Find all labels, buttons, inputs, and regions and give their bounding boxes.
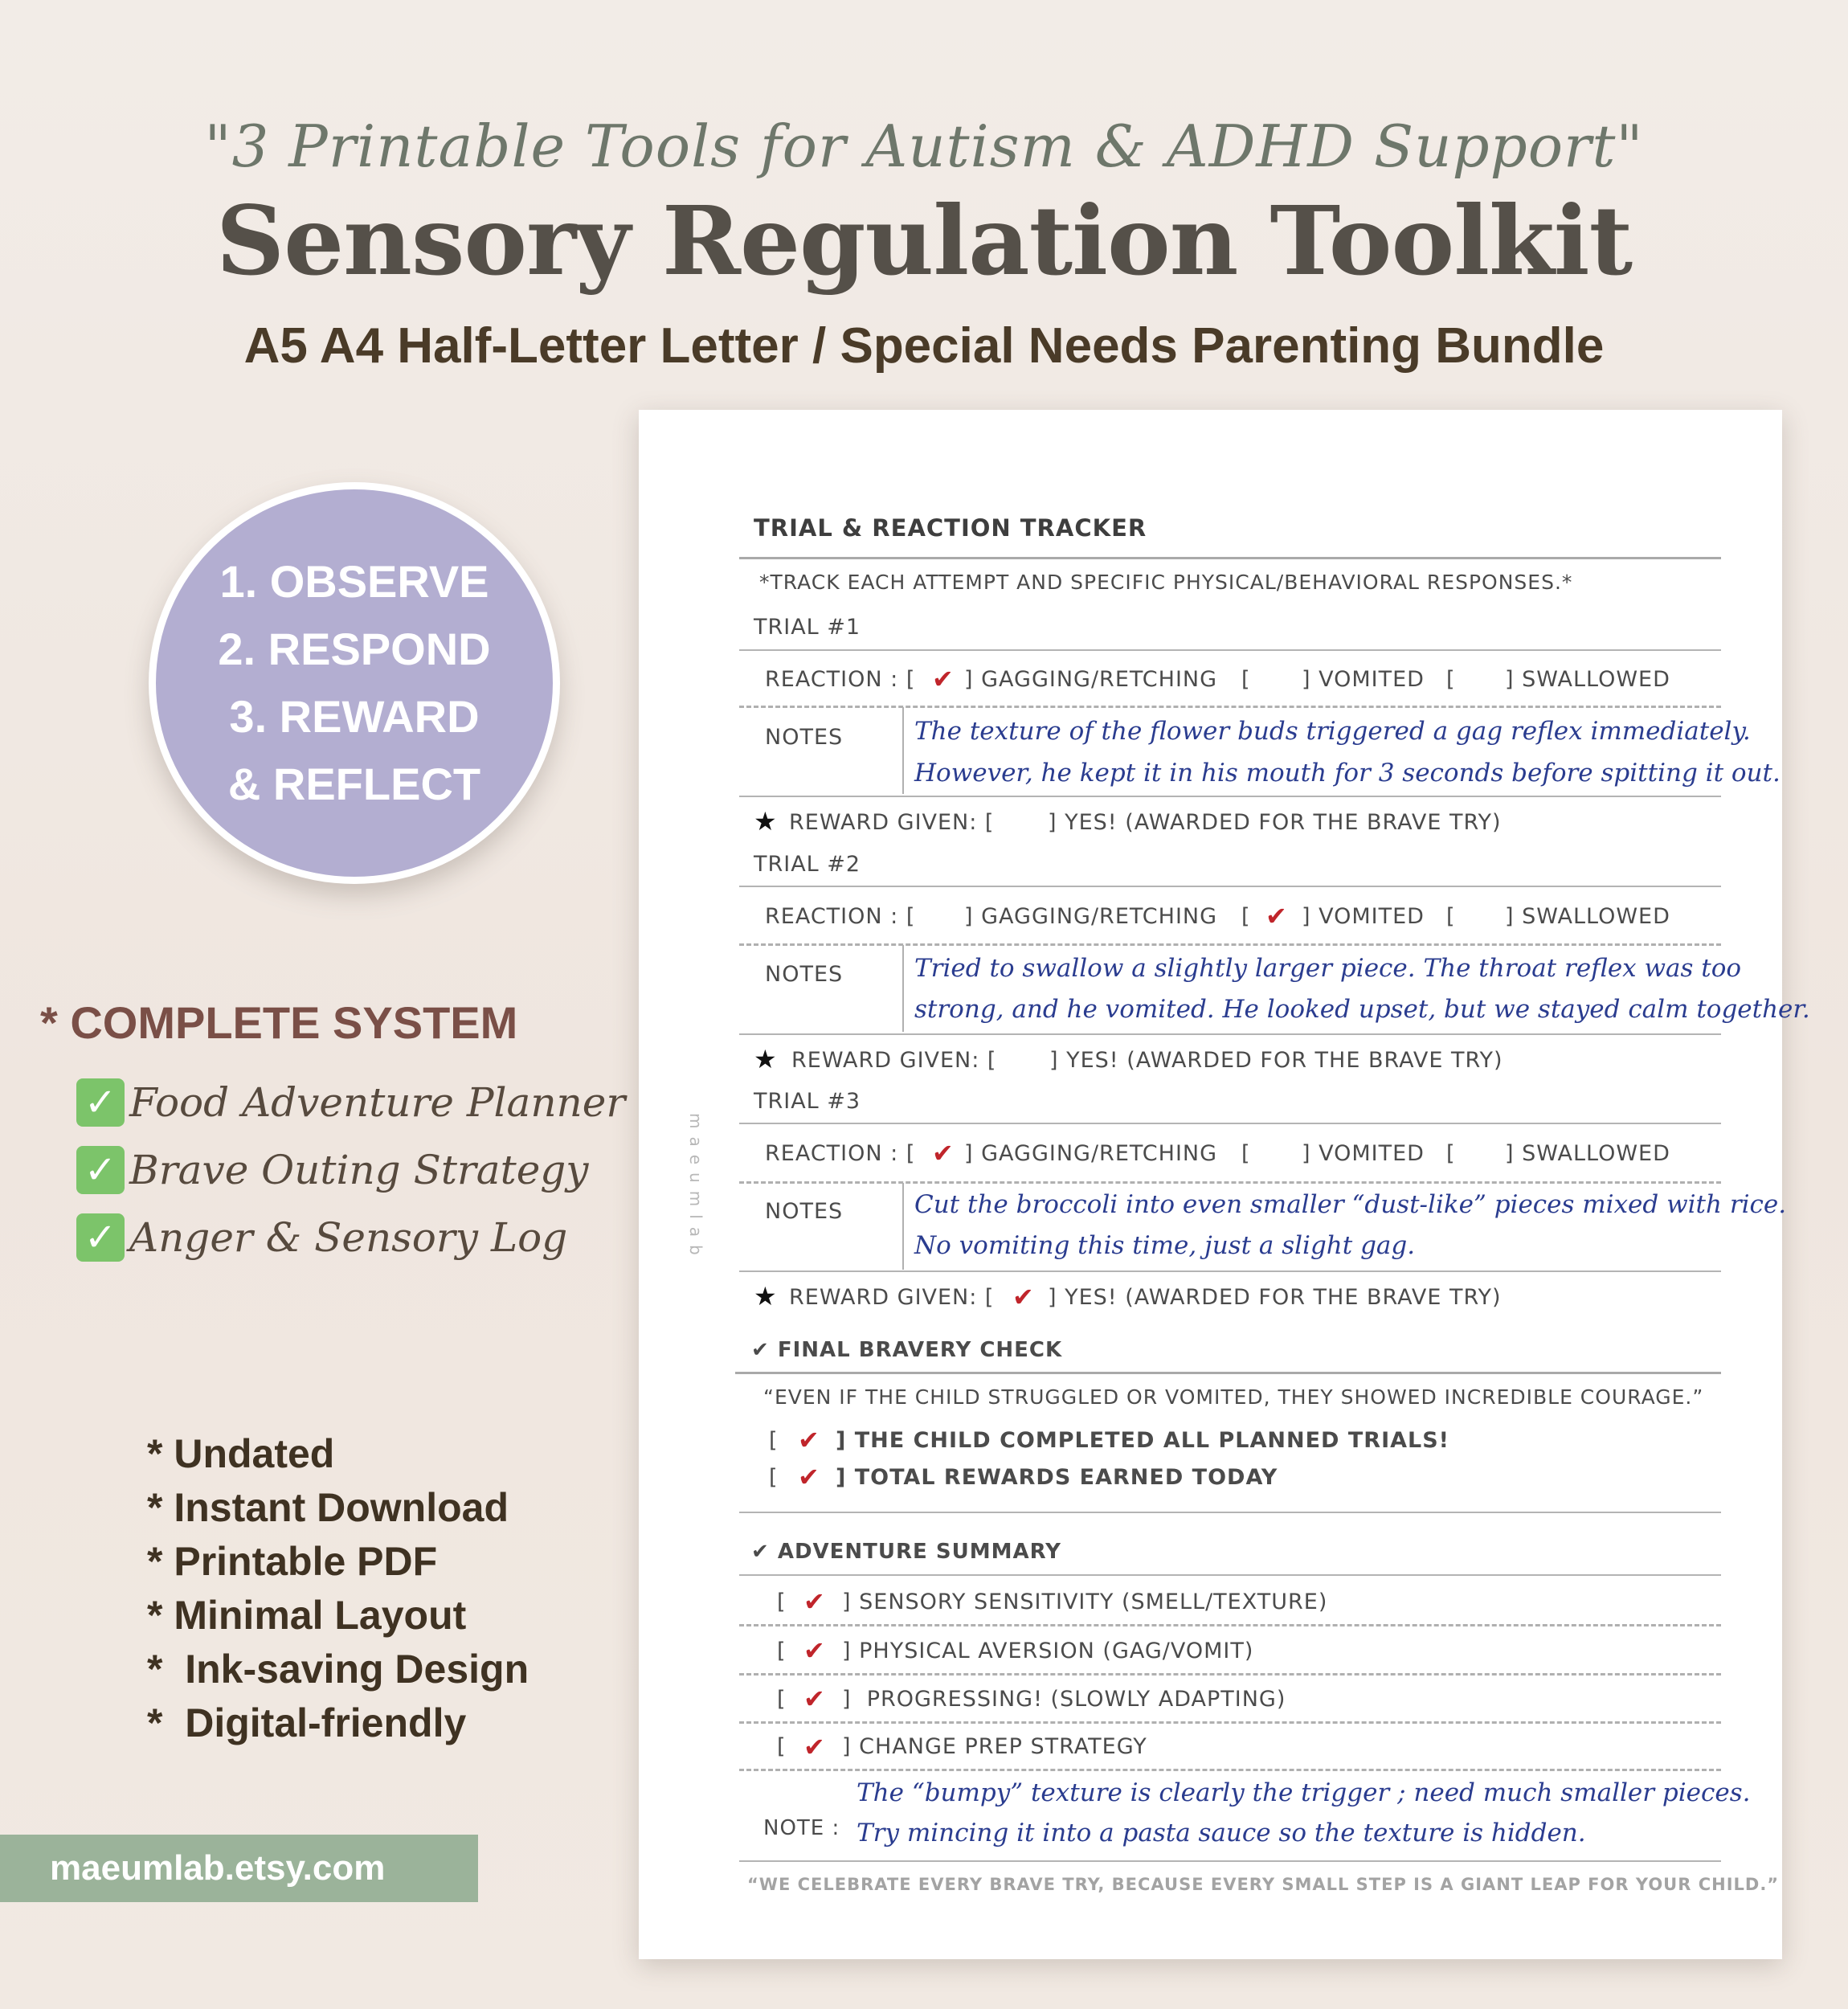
divider xyxy=(739,1574,1721,1576)
summary-check-mark[interactable]: ✔ xyxy=(803,1586,825,1617)
subtitle-quote: "3 Printable Tools for Autism & ADHD Support" xyxy=(204,113,1644,180)
feature-item: * Ink-saving Design xyxy=(147,1647,529,1692)
note-text[interactable]: Try mincing it into a pasta sauce so the texture is hidden. xyxy=(857,1819,1586,1847)
divider xyxy=(739,886,1721,887)
swallowed-label: ] SWALLOWED xyxy=(1505,904,1670,929)
bravery-check-mark[interactable]: ✔ xyxy=(798,1425,820,1455)
reaction-vomited-mark[interactable]: ✔ xyxy=(1265,901,1287,931)
divider xyxy=(739,1512,1721,1513)
page-title: Sensory Regulation Toolkit xyxy=(215,185,1633,297)
notes-label: NOTES xyxy=(765,962,844,987)
summary-item-label: ] SENSORY SENSITIVITY (SMELL/TEXTURE) xyxy=(842,1590,1328,1614)
dashed-divider xyxy=(739,943,1721,946)
trial-label: TRIAL #3 xyxy=(754,1089,861,1114)
notes-divider xyxy=(902,707,904,794)
system-item-label: Food Adventure Planner xyxy=(129,1079,626,1126)
note-text[interactable]: The “bumpy” texture is clearly the trigger ; need much smaller pieces. xyxy=(857,1778,1751,1807)
vomited-label: ] VOMITED xyxy=(1302,667,1425,692)
summary-item-label: ] PHYSICAL AVERSION (GAG/VOMIT) xyxy=(842,1639,1254,1663)
reward-mark[interactable]: ✔ xyxy=(1012,1282,1034,1312)
system-list xyxy=(76,1069,625,1271)
sizes-line: A5 A4 Half-Letter Letter / Special Needs Parenting Bundle xyxy=(243,318,1605,374)
system-heading: * COMPLETE SYSTEM xyxy=(40,997,518,1048)
check-mark-icon: ✓ xyxy=(76,1078,125,1127)
note-label: NOTE : xyxy=(763,1816,840,1840)
dashed-divider xyxy=(739,1624,1721,1626)
step-reflect: & REFLECT xyxy=(227,759,481,809)
instruction-text: *TRACK EACH ATTEMPT AND SPECIFIC PHYSICAL/BEHAVIORAL RESPONSES.* xyxy=(759,571,1573,594)
system-item xyxy=(76,1204,625,1271)
notes-text[interactable]: No vomiting this time, just a slight gag. xyxy=(914,1231,1416,1260)
notes-divider xyxy=(902,1183,904,1270)
dashed-divider xyxy=(739,1673,1721,1676)
divider xyxy=(739,557,1721,559)
star-icon: ★ xyxy=(754,1044,777,1074)
shop-link[interactable]: maeumlab.etsy.com xyxy=(0,1835,478,1902)
summary-check-mark[interactable]: ✔ xyxy=(803,1635,825,1666)
star-icon: ★ xyxy=(754,806,777,837)
bravery-check-label: ] TOTAL REWARDS EARNED TODAY xyxy=(836,1465,1278,1490)
dashed-divider xyxy=(739,1181,1721,1184)
star-icon: ★ xyxy=(754,1281,777,1311)
dashed-divider xyxy=(739,1769,1721,1771)
step-reward: 3. REWARD xyxy=(229,691,480,742)
divider xyxy=(735,1372,1721,1374)
dashed-divider xyxy=(739,1721,1721,1724)
feature-item: * Undated xyxy=(147,1431,335,1476)
feature-item: * Digital-friendly xyxy=(147,1700,467,1745)
notes-label: NOTES xyxy=(765,725,844,750)
reaction-gagging-mark[interactable]: ✔ xyxy=(932,1138,954,1168)
reward-label: REWARD GIVEN: [ xyxy=(789,1285,995,1310)
notes-text[interactable]: However, he kept it in his mouth for 3 seconds before spitting it out. xyxy=(914,759,1781,788)
brand-watermark: maeumlab xyxy=(686,1113,705,1263)
bravery-check-mark[interactable]: ✔ xyxy=(798,1462,820,1492)
features-list xyxy=(147,1430,529,1753)
dashed-divider xyxy=(739,706,1721,708)
feature-item: * Instant Download xyxy=(147,1485,509,1530)
trial-label: TRIAL #1 xyxy=(754,615,861,640)
divider xyxy=(739,796,1721,797)
notes-label: NOTES xyxy=(765,1199,844,1224)
reaction-label: REACTION : [ xyxy=(765,1141,916,1166)
system-item-label: Brave Outing Strategy xyxy=(129,1147,589,1193)
notes-text[interactable]: Cut the broccoli into even smaller “dust-like” pieces mixed with rice. xyxy=(914,1190,1787,1219)
notes-text[interactable]: Tried to swallow a slightly larger piece. The throat reflex was too xyxy=(914,954,1742,983)
bravery-check-label: ] THE CHILD COMPLETED ALL PLANNED TRIALS! xyxy=(836,1428,1449,1453)
vomited-label: ] VOMITED xyxy=(1302,1141,1425,1166)
worksheet-title: TRIAL & REACTION TRACKER xyxy=(754,514,1147,542)
step-observe: 1. OBSERVE xyxy=(219,556,489,607)
bravery-heading: ✔ FINAL BRAVERY CHECK xyxy=(751,1338,1063,1362)
system-item-label: Anger & Sensory Log xyxy=(129,1214,568,1261)
check-mark-icon: ✓ xyxy=(76,1213,125,1262)
reaction-gagging-mark[interactable]: ✔ xyxy=(932,664,954,694)
summary-check-mark[interactable]: ✔ xyxy=(803,1684,825,1714)
worksheet-paper xyxy=(639,410,1782,1959)
footer-quote: “WE CELEBRATE EVERY BRAVE TRY, BECAUSE EVERY SMALL STEP IS A GIANT LEAP FOR YOUR CHILD.” xyxy=(747,1875,1780,1894)
summary-item-label: ] PROGRESSING! (SLOWLY ADAPTING) xyxy=(842,1687,1286,1712)
divider xyxy=(739,1270,1721,1272)
divider xyxy=(739,649,1721,651)
reaction-label: REACTION : [ xyxy=(765,667,916,692)
gagging-label: ] GAGGING/RETCHING xyxy=(964,1141,1218,1166)
summary-item-label: ] CHANGE PREP STRATEGY xyxy=(842,1734,1147,1759)
summary-heading: ✔ ADVENTURE SUMMARY xyxy=(751,1540,1061,1564)
reaction-label: REACTION : [ xyxy=(765,904,916,929)
steps-circle xyxy=(149,482,560,884)
reward-yes-label: ] YES! (AWARDED FOR THE BRAVE TRY) xyxy=(1048,810,1502,835)
divider xyxy=(739,1123,1721,1124)
gagging-label: ] GAGGING/RETCHING xyxy=(964,904,1218,929)
vomited-label: ] VOMITED xyxy=(1302,904,1425,929)
gagging-label: ] GAGGING/RETCHING xyxy=(964,667,1218,692)
reward-yes-label: ] YES! (AWARDED FOR THE BRAVE TRY) xyxy=(1048,1285,1502,1310)
check-mark-icon: ✓ xyxy=(76,1146,125,1194)
notes-text[interactable]: strong, and he vomited. He looked upset, but we stayed calm together. xyxy=(914,995,1810,1024)
swallowed-label: ] SWALLOWED xyxy=(1505,1141,1670,1166)
system-item xyxy=(76,1069,625,1136)
notes-text[interactable]: The texture of the flower buds triggered a gag reflex immediately. xyxy=(914,717,1751,746)
feature-item: * Printable PDF xyxy=(147,1539,438,1584)
notes-divider xyxy=(902,945,904,1032)
summary-check-mark[interactable]: ✔ xyxy=(803,1732,825,1762)
reward-label: REWARD GIVEN: [ xyxy=(789,810,995,835)
divider xyxy=(739,1033,1721,1035)
reward-yes-label: ] YES! (AWARDED FOR THE BRAVE TRY) xyxy=(1049,1048,1503,1073)
reward-label: REWARD GIVEN: [ xyxy=(791,1048,997,1073)
bravery-quote: “EVEN IF THE CHILD STRUGGLED OR VOMITED, THEY SHOWED INCREDIBLE COURAGE.” xyxy=(763,1385,1704,1409)
system-item xyxy=(76,1136,625,1204)
feature-item: * Minimal Layout xyxy=(147,1593,467,1638)
step-respond: 2. RESPOND xyxy=(218,624,491,674)
swallowed-label: ] SWALLOWED xyxy=(1505,667,1670,692)
trial-label: TRIAL #2 xyxy=(754,852,861,877)
divider xyxy=(739,1860,1721,1862)
